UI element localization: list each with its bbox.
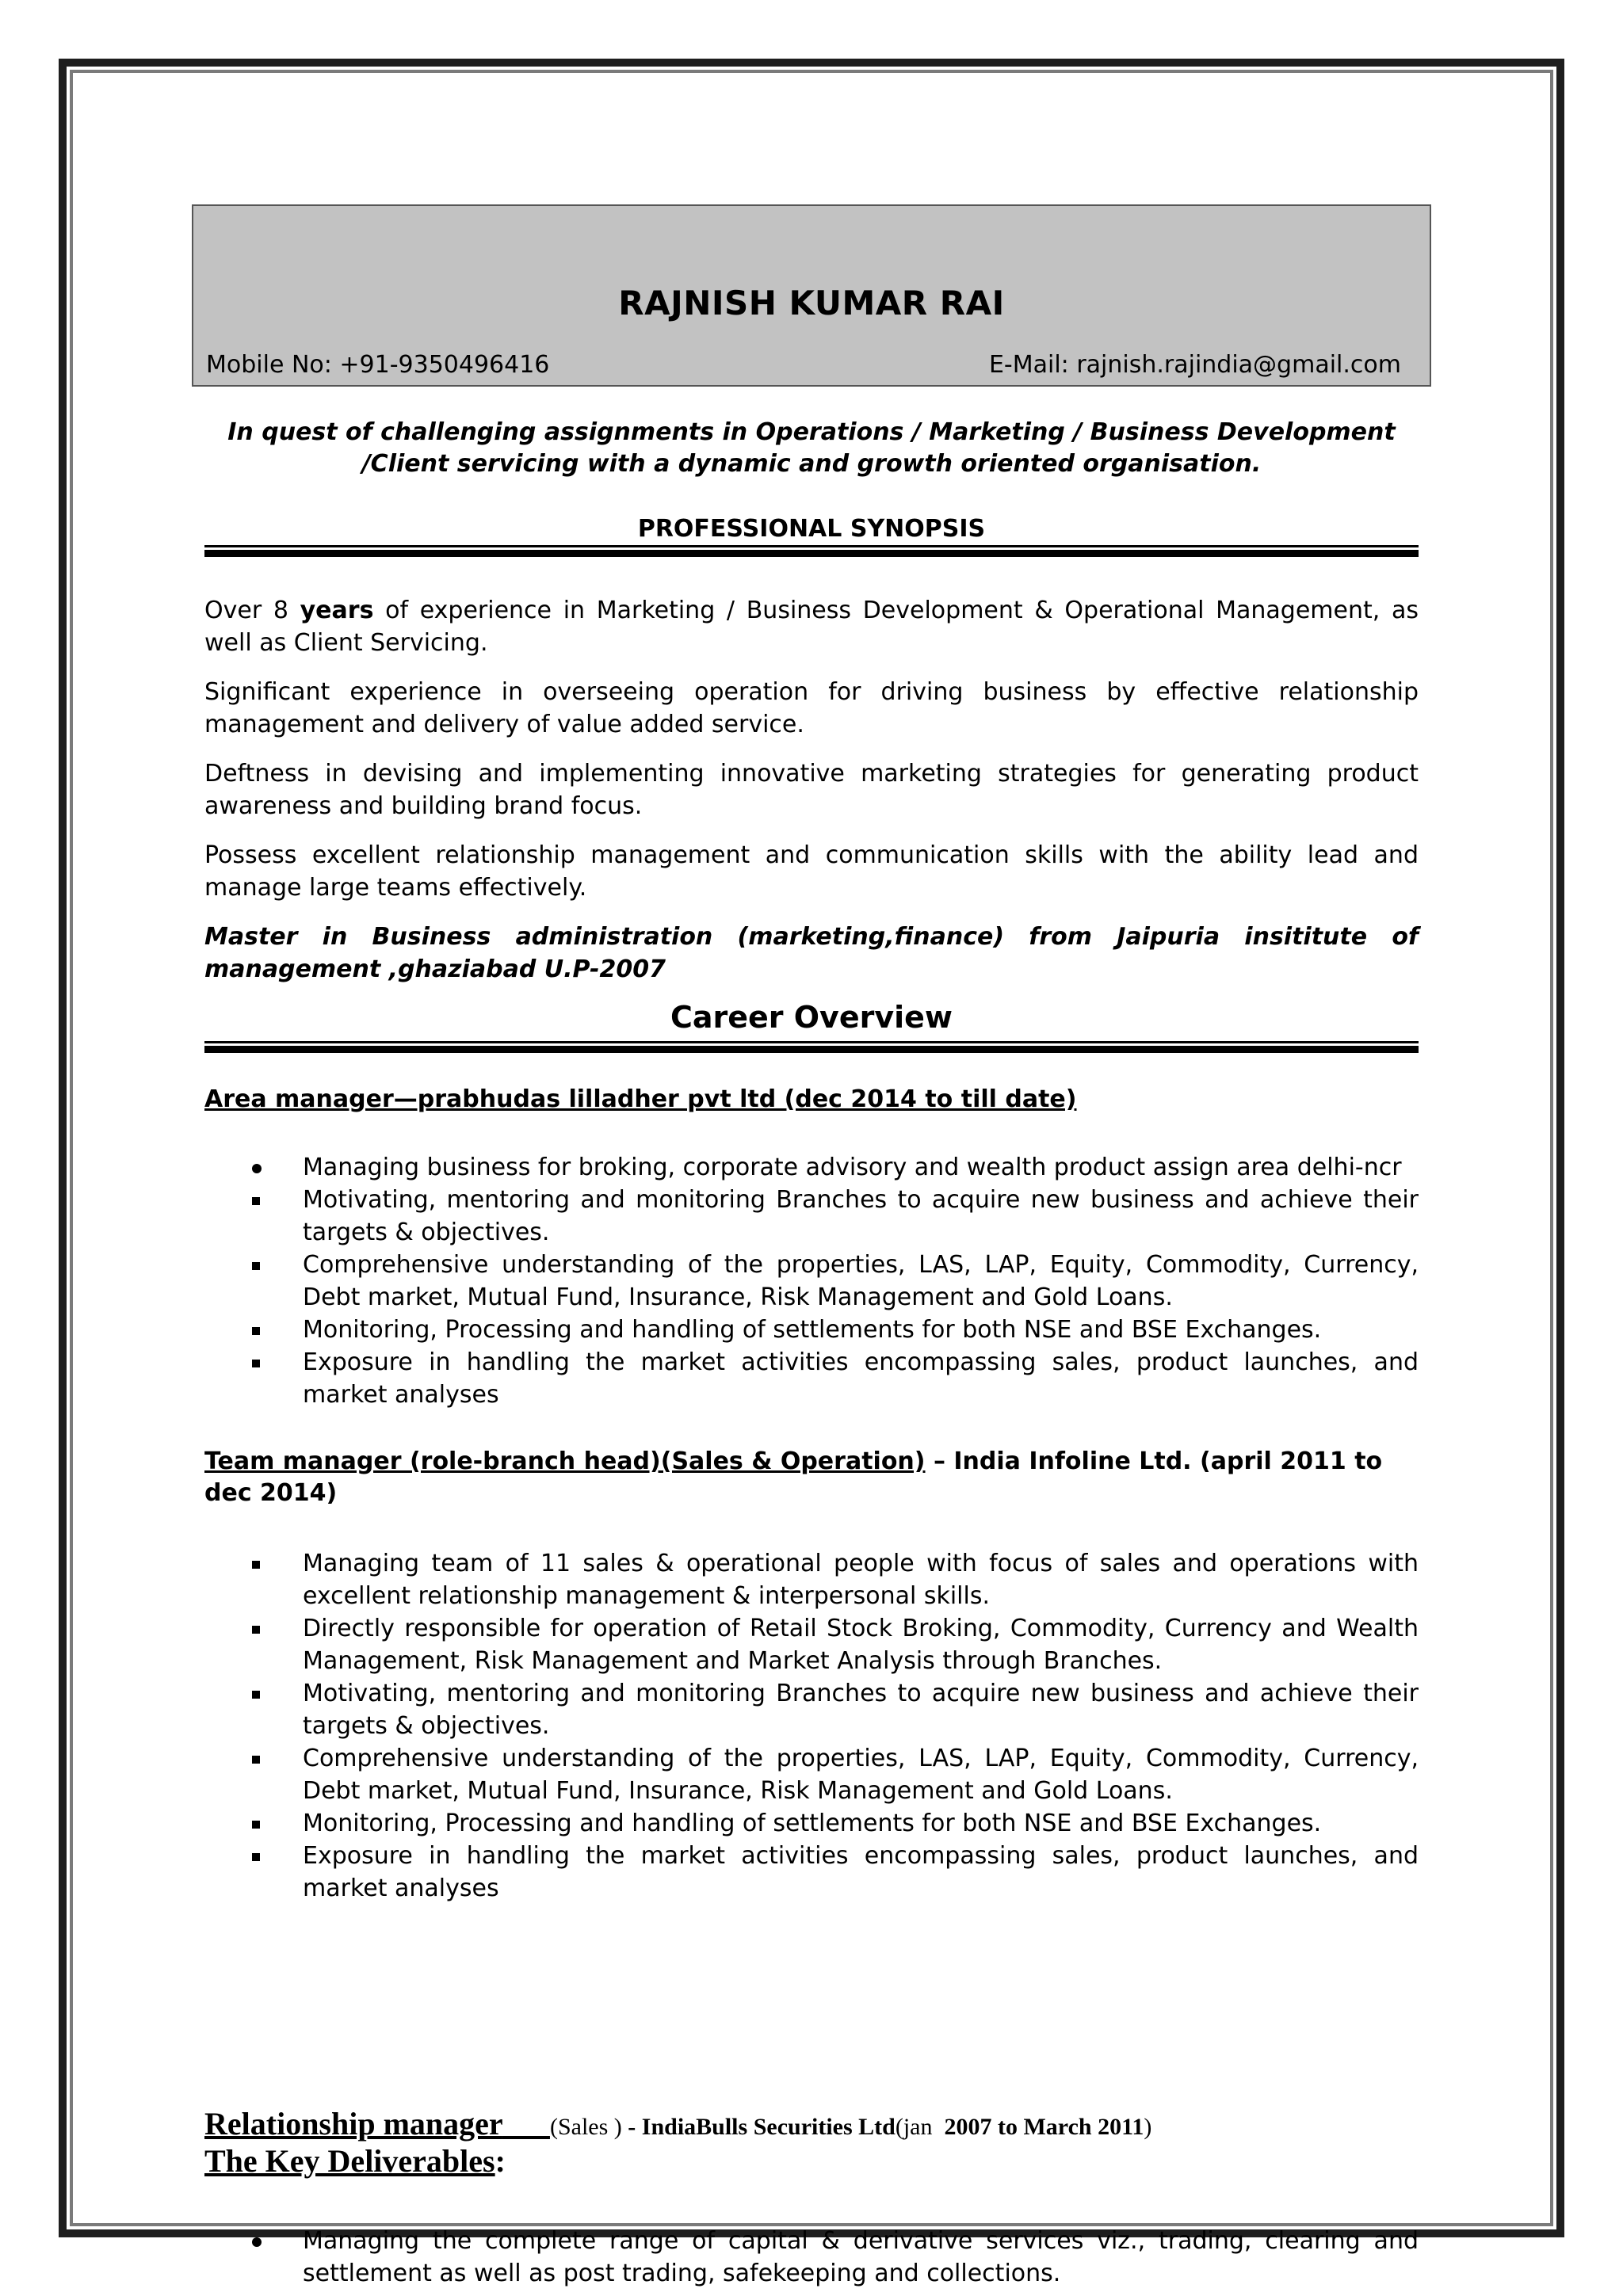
- synopsis-p1-start: Over 8: [204, 597, 300, 624]
- job-1-duties: [204, 1151, 1419, 1411]
- job-3-role: [204, 2106, 550, 2142]
- job-1-title: [204, 1084, 1419, 1116]
- job-3-duties: [204, 2225, 1419, 2290]
- job-3-role-text: Relationship manager: [204, 2106, 502, 2142]
- square-bullet-icon: [252, 1184, 271, 1216]
- mobile-number: Mobile No: +91-9350496416: [206, 351, 550, 379]
- job-3-dates-open: (jan: [895, 2114, 945, 2140]
- synopsis-paragraph-1: [204, 594, 1419, 659]
- job-3-dates: 2007 to March 2011: [944, 2114, 1144, 2140]
- list-item-text: Managing the complete range of capital & derivative services viz., trading, clearing and settlement as well as post trading, safekeeping and collections.: [303, 2227, 1419, 2287]
- job-1-title-text: Area manager—prabhudas lilladher pvt ltd (dec 2014 to till date): [204, 1085, 1077, 1113]
- career-objective: In quest of challenging assignments in Operations / Marketing / Business Development /Client servicing with a dynamic and growth oriented organisation.: [227, 418, 1396, 478]
- synopsis-rule: [204, 545, 1419, 557]
- synopsis-p1-bold: years: [300, 597, 374, 624]
- job-3-title: [204, 2106, 1419, 2145]
- list-item-text: Managing business for broking, corporate advisory and wealth product assign area delhi-ncr: [303, 1154, 1402, 1181]
- list-item-text: Monitoring, Processing and handling of settlements for both NSE and BSE Exchanges.: [303, 1316, 1322, 1344]
- list-item-text: Managing team of 11 sales & operational people with focus of sales and operations with excellent relationship management & interpersonal skills.: [303, 1550, 1419, 1610]
- list-item-text: Exposure in handling the market activities encompassing sales, product launches, and market analyses: [303, 1348, 1419, 1409]
- email-address: E-Mail: rajnish.rajindia@gmail.com: [988, 351, 1401, 379]
- list-item: [204, 1807, 1419, 1840]
- list-item: [204, 1840, 1419, 1905]
- square-bullet-icon: [252, 1677, 271, 1710]
- list-item: [204, 1677, 1419, 1742]
- header-box: [192, 204, 1431, 387]
- list-item: [204, 1547, 1419, 1612]
- list-item-text: Comprehensive understanding of the properties, LAS, LAP, Equity, Commodity, Currency, Debt market, Mutual Fund, Insurance, Risk Management and Gold Loans.: [303, 1251, 1419, 1311]
- list-item-text: Motivating, mentoring and monitoring Branches to acquire new business and achieve their targets & objectives.: [303, 1680, 1419, 1740]
- list-item-text: Exposure in handling the market activities encompassing sales, product launches, and market analyses: [303, 1842, 1419, 1902]
- list-item: [204, 1249, 1419, 1314]
- square-bullet-icon: [252, 1742, 271, 1775]
- job-3-company: - IndiaBulls Securities Ltd: [628, 2114, 896, 2140]
- synopsis-heading: PROFESSIONAL SYNOPSIS: [637, 515, 986, 543]
- education-paragraph: Master in Business administration (marketing,finance) from Jaipuria insititute of management ,ghaziabad U.P-2007: [204, 923, 1419, 983]
- job-2-title: [204, 1446, 1419, 1509]
- job-3-role-underline-spacer: [502, 2106, 550, 2142]
- list-item-text: Directly responsible for operation of Retail Stock Broking, Commodity, Currency and Wealth Management, Risk Management and Market Analysis through Branches.: [303, 1615, 1419, 1675]
- list-item: [204, 2225, 1419, 2290]
- job-3-department: (Sales ): [549, 2114, 628, 2140]
- career-rule: [204, 1041, 1419, 1053]
- synopsis-paragraph-3: Deftness in devising and implementing innovative marketing strategies for generating product awareness and building brand focus.: [204, 760, 1419, 820]
- list-item: [204, 1184, 1419, 1249]
- key-deliverables-heading: [204, 2142, 1419, 2180]
- job-2-duties: [204, 1547, 1419, 1905]
- list-item-text: Comprehensive understanding of the properties, LAS, LAP, Equity, Commodity, Currency, Debt market, Mutual Fund, Insurance, Risk Management and Gold Loans.: [303, 1745, 1419, 1805]
- square-bullet-icon: [252, 1807, 271, 1840]
- square-bullet-icon: [252, 1840, 271, 1872]
- list-item: [204, 1314, 1419, 1346]
- job-2-company-dates: – India Infoline Ltd. (april 2011 to dec 2014): [204, 1447, 1383, 1507]
- round-bullet-icon: [252, 1151, 271, 1184]
- square-bullet-icon: [252, 1612, 271, 1645]
- synopsis-paragraph-4: Possess excellent relationship management and communication skills with the ability lead and manage large teams effectively.: [204, 841, 1419, 902]
- list-item: [204, 1346, 1419, 1411]
- key-deliverables-label: The Key Deliverables: [204, 2143, 495, 2179]
- list-item: [204, 1742, 1419, 1807]
- synopsis-paragraph-2: Significant experience in overseeing operation for driving business by effective relationship management and delivery of value added service.: [204, 678, 1419, 738]
- list-item-text: Motivating, mentoring and monitoring Branches to acquire new business and achieve their targets & objectives.: [303, 1186, 1419, 1246]
- list-item: [204, 1151, 1419, 1184]
- square-bullet-icon: [252, 1249, 271, 1281]
- synopsis-p1-end: of experience in Marketing / Business Development & Operational Management, as well as Client Servicing.: [204, 597, 1419, 657]
- career-overview-heading: Career Overview: [670, 1000, 953, 1035]
- candidate-name: RAJNISH KUMAR RAI: [618, 284, 1005, 322]
- job-2-role: Team manager (role-branch head)(Sales & Operation): [204, 1447, 926, 1475]
- contact-line: [206, 351, 1401, 379]
- square-bullet-icon: [252, 1547, 271, 1580]
- job-3-dates-close: ): [1144, 2114, 1152, 2140]
- list-item-text: Monitoring, Processing and handling of settlements for both NSE and BSE Exchanges.: [303, 1810, 1322, 1837]
- square-bullet-icon: [252, 1314, 271, 1346]
- square-bullet-icon: [252, 1346, 271, 1379]
- key-deliverables-colon: :: [495, 2143, 506, 2179]
- round-bullet-icon: [252, 2225, 271, 2257]
- list-item: [204, 1612, 1419, 1677]
